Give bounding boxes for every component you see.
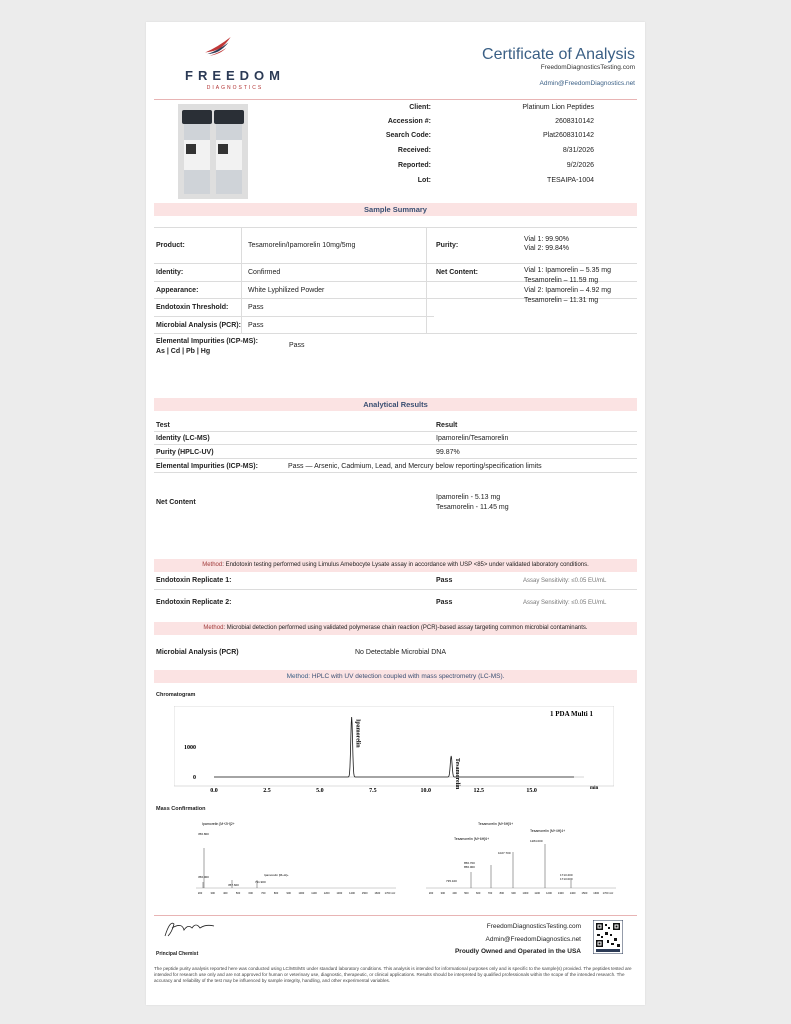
elemental-label: Elemental Impurities (ICP-MS): — [156, 338, 258, 345]
results-col-result: Result — [436, 422, 458, 429]
hplc-method: Method: HPLC with UV detection coupled with mass spectrometry (LC-MS). — [154, 670, 637, 683]
mass-x-tick-label: 1500 — [361, 892, 368, 895]
net-content-line-2: Tesamorelin – 11.59 mg — [524, 277, 599, 284]
signature-image — [162, 918, 218, 940]
mass-x-tick-label: 800 — [499, 892, 504, 895]
mass-value-1713000: 1713.000 — [560, 877, 573, 881]
chromo-y-tick-label: 0 — [193, 775, 196, 781]
mass-x-tick-label: 1200 — [546, 892, 552, 895]
info-row-search-code: Search Code: Plat2608310142 — [385, 132, 594, 139]
footer-email-link[interactable]: Admin@FreedomDiagnostics.net — [485, 936, 581, 943]
results-elemental-label: Elemental Impurities (ICP-MS): — [156, 463, 258, 470]
endotoxin-rep1-value: Pass — [436, 577, 453, 584]
chromo-x-tick-label: 0.0 — [210, 788, 218, 794]
mass-value-356000: 356.000 — [198, 875, 209, 879]
mass-x-tick-label: 200 — [197, 892, 203, 895]
results-elemental-value: Pass — Arsenic, Cadmium, Lead, and Mercury below reporting/specification limits — [288, 463, 542, 470]
mass-x-tick-label: 400 — [452, 892, 457, 895]
header-email-link[interactable]: Admin@FreedomDiagnostics.net — [539, 80, 635, 87]
sample-summary-heading: Sample Summary — [154, 203, 637, 216]
mass-x-tick-label: 1000 — [522, 892, 529, 895]
mass-x-tick-label: 1100 — [311, 892, 317, 895]
mass-x-tick-label: 500 — [235, 892, 241, 895]
brand-name: FREEDOM — [185, 68, 285, 83]
mass-value-856000: 856.000 — [464, 865, 475, 869]
elemental-value: Pass — [289, 342, 305, 349]
endotoxin-rep1-label: Endotoxin Replicate 1: — [156, 577, 232, 584]
chromo-peak-label: Tesamorelin — [454, 758, 461, 790]
results-net-line-1: Ipamorelin - 5.13 mg — [436, 494, 501, 501]
product-label: Product: — [156, 242, 185, 249]
endotoxin-threshold-value: Pass — [248, 304, 264, 311]
mass-x-tick-label: 1400 — [349, 892, 355, 895]
mass-x-tick-label: 1200 — [323, 892, 330, 895]
chromo-x-tick-label: 15.0 — [526, 788, 537, 794]
footer-website-link[interactable]: FreedomDiagnosticsTesting.com — [486, 923, 581, 930]
info-row-lot: Lot: TESAIPA-1004 — [417, 177, 594, 184]
mass-x-tick-label: 600 — [476, 892, 481, 895]
mass-confirmation-title: Mass Confirmation — [156, 806, 206, 812]
elemental-sub: As | Cd | Pb | Hg — [156, 348, 211, 355]
chromo-x-tick-label: 2.5 — [263, 788, 271, 794]
mass-label-ipa-2h: Ipamorelin [M+2H]2+ — [202, 822, 235, 826]
mass-value-1027700: 1027.700 — [498, 851, 511, 855]
purity-vial1: Vial 1: 99.90% — [524, 236, 570, 243]
results-net-label: Net Content — [156, 499, 196, 506]
microbial-value: Pass — [248, 322, 264, 329]
results-identity-label: Identity (LC-MS) — [156, 435, 210, 442]
mass-label-tesa-5h: Tesamorelin [M+5H]5+ — [478, 822, 514, 826]
mass-x-tick-label: 900 — [511, 892, 516, 895]
page-title: Certificate of Analysis — [482, 46, 635, 63]
purity-vial2: Vial 2: 99.84% — [524, 245, 570, 252]
analytical-results-heading: Analytical Results — [154, 398, 637, 411]
microbial-pcr-label: Microbial Analysis (PCR) — [156, 649, 239, 656]
mass-x-tick-label: 1000 — [298, 892, 305, 895]
mass-x-tick-label: 400 — [223, 892, 228, 895]
mass-x-tick-label: 900 — [286, 892, 291, 895]
chromatogram-frame — [174, 706, 614, 786]
chromatogram-chart — [174, 706, 614, 798]
disclaimer: The peptide purity analysis reported here was conducted using LC/MS/MS under standard laboratory conditions. This analysis is intended for informational purposes only and is specific to the sample(s) provided. The peptides tested are intended for research use only and are not approved for human or veterinary use, diagnostic, therapeutic, or clinical applications. Results should be interpreted by qualified professionals within the scope of the intended research. The accuracy and reliability of the test may be influenced by sample integrity, handling, and other experimental variables. — [154, 966, 632, 983]
purity-label: Purity: — [436, 242, 459, 249]
mass-x-tick-label: 200 — [428, 892, 434, 895]
mass-value-856700: 856.700 — [464, 861, 475, 865]
net-content-line-4: Tesamorelin – 11.31 mg — [524, 297, 599, 304]
signer-role: Principal Chemist — [156, 951, 199, 957]
mass-x-tick-label: 700 — [261, 892, 266, 895]
mass-x-tick-label: 1400 — [569, 892, 576, 895]
mass-value-735100: 735.100 — [446, 879, 457, 883]
chromo-x-tick-label: 10.0 — [420, 788, 432, 794]
endotoxin-rep2-label: Endotoxin Replicate 2: — [156, 599, 232, 606]
mass-x-tick-label: 500 — [464, 892, 469, 895]
microbial-label: Microbial Analysis (PCR): — [156, 322, 241, 329]
footer-tagline: Proudly Owned and Operated in the USA — [454, 948, 581, 955]
mass-x-tick-label: 800 — [273, 892, 279, 895]
vial-photo — [178, 104, 248, 199]
mass-value-1284000: 1284.000 — [530, 839, 543, 843]
eagle-flag-logo-icon — [204, 35, 254, 70]
results-col-test: Test — [156, 422, 170, 429]
net-content-line-1: Vial 1: Ipamorelin – 5.35 mg — [524, 267, 612, 274]
mass-spectrum-chart — [176, 820, 616, 900]
mass-value-1713200: 1713.200 — [560, 873, 573, 877]
header — [154, 30, 637, 100]
chromo-x-tick-label: 12.5 — [473, 788, 484, 794]
header-website-link[interactable]: FreedomDiagnosticsTesting.com — [540, 64, 635, 71]
mass-value-356800: 356.800 — [198, 832, 209, 836]
mass-x-tick-label: 300 — [210, 892, 215, 895]
chromo-y-tick-label: 1000 — [184, 745, 196, 751]
mass-x-tick-label: 300 — [440, 892, 445, 895]
mass-x-tick-label: 1300 — [336, 892, 343, 895]
info-row-accession: Accession #: 2608310142 — [387, 118, 594, 125]
product-value: Tesamorelin/Ipamorelin 10mg/5mg — [248, 242, 356, 249]
mass-x-tick-label: 1300 — [557, 892, 564, 895]
results-net-line-2: Tesamorelin - 11.45 mg — [436, 504, 509, 511]
endotoxin-method: Method: Endotoxin testing performed using Limulus Amebocyte Lysate assay in accordance with USP <85> under validated laboratory conditions. — [154, 559, 637, 572]
chromatogram-legend: 1 PDA Multi 1 — [550, 710, 593, 718]
mass-x-tick-label: 1100 — [534, 892, 540, 895]
mass-value-357600: 357.600 — [228, 883, 239, 887]
brand-subtitle: DIAGNOSTICS — [206, 85, 264, 91]
info-row-reported: Reported: 9/2/2026 — [397, 162, 594, 169]
qr-code-icon[interactable] — [593, 920, 623, 954]
endotoxin-rep2-value: Pass — [436, 599, 453, 606]
mass-x-tick-label: 700 — [487, 892, 493, 895]
chromatogram-title: Chromatogram — [156, 692, 196, 698]
chromo-peak-label: Ipamorelin — [354, 719, 361, 748]
microbial-pcr-value: No Detectable Microbial DNA — [355, 649, 447, 656]
appearance-value: White Lyphilized Powder — [248, 287, 325, 294]
chromo-x-label: min — [590, 786, 599, 791]
info-row-client: Client: Platinum Lion Peptides — [409, 104, 594, 111]
endotoxin-threshold-label: Endotoxin Threshold: — [156, 304, 229, 311]
chromo-x-tick-label: 7.5 — [369, 788, 377, 794]
mass-label-ipa-h: Ipamorelin [M+H]+ — [264, 873, 289, 877]
mass-x-tick-label: 600 — [248, 892, 253, 895]
appearance-label: Appearance: — [156, 287, 199, 294]
results-purity-value: 99.87% — [436, 449, 460, 456]
mass-x-tick-label: 1700 m/z — [602, 892, 614, 895]
endotoxin-rep2-sensitivity: Assay Sensitivity: ≤0.05 EU/mL — [523, 600, 607, 606]
mass-value-711900: 711.900 — [255, 880, 266, 884]
chromatogram-trace — [214, 717, 574, 777]
chromo-x-tick-label: 5.0 — [316, 788, 324, 794]
info-row-received: Received: 8/31/2026 — [397, 147, 594, 154]
microbial-method: Method: Microbial detection performed using validated polymerase chain reaction (PCR)-based assay targeting common microbial contaminants. — [154, 622, 637, 635]
certificate-page — [146, 22, 645, 1005]
mass-x-tick-label: 1600 — [593, 892, 600, 895]
results-purity-label: Purity (HPLC-UV) — [156, 449, 214, 456]
identity-value: Confirmed — [248, 269, 281, 276]
mass-label-tesa-4h: Tesamorelin [M+4H]4+ — [530, 829, 566, 833]
net-content-label: Net Content: — [436, 269, 478, 276]
mass-x-tick-label: 1600 — [374, 892, 381, 895]
mass-label-tesa-6h: Tesamorelin [M+6H]6+ — [454, 837, 490, 841]
endotoxin-rep1-sensitivity: Assay Sensitivity: ≤0.05 EU/mL — [523, 578, 607, 584]
mass-x-tick-label: 1500 — [581, 892, 588, 895]
mass-x-tick-label: 1700 m/z — [384, 892, 396, 895]
identity-label: Identity: — [156, 269, 184, 276]
results-identity-value: Ipamorelin/Tesamorelin — [436, 435, 509, 442]
net-content-line-3: Vial 2: Ipamorelin – 4.92 mg — [524, 287, 612, 294]
